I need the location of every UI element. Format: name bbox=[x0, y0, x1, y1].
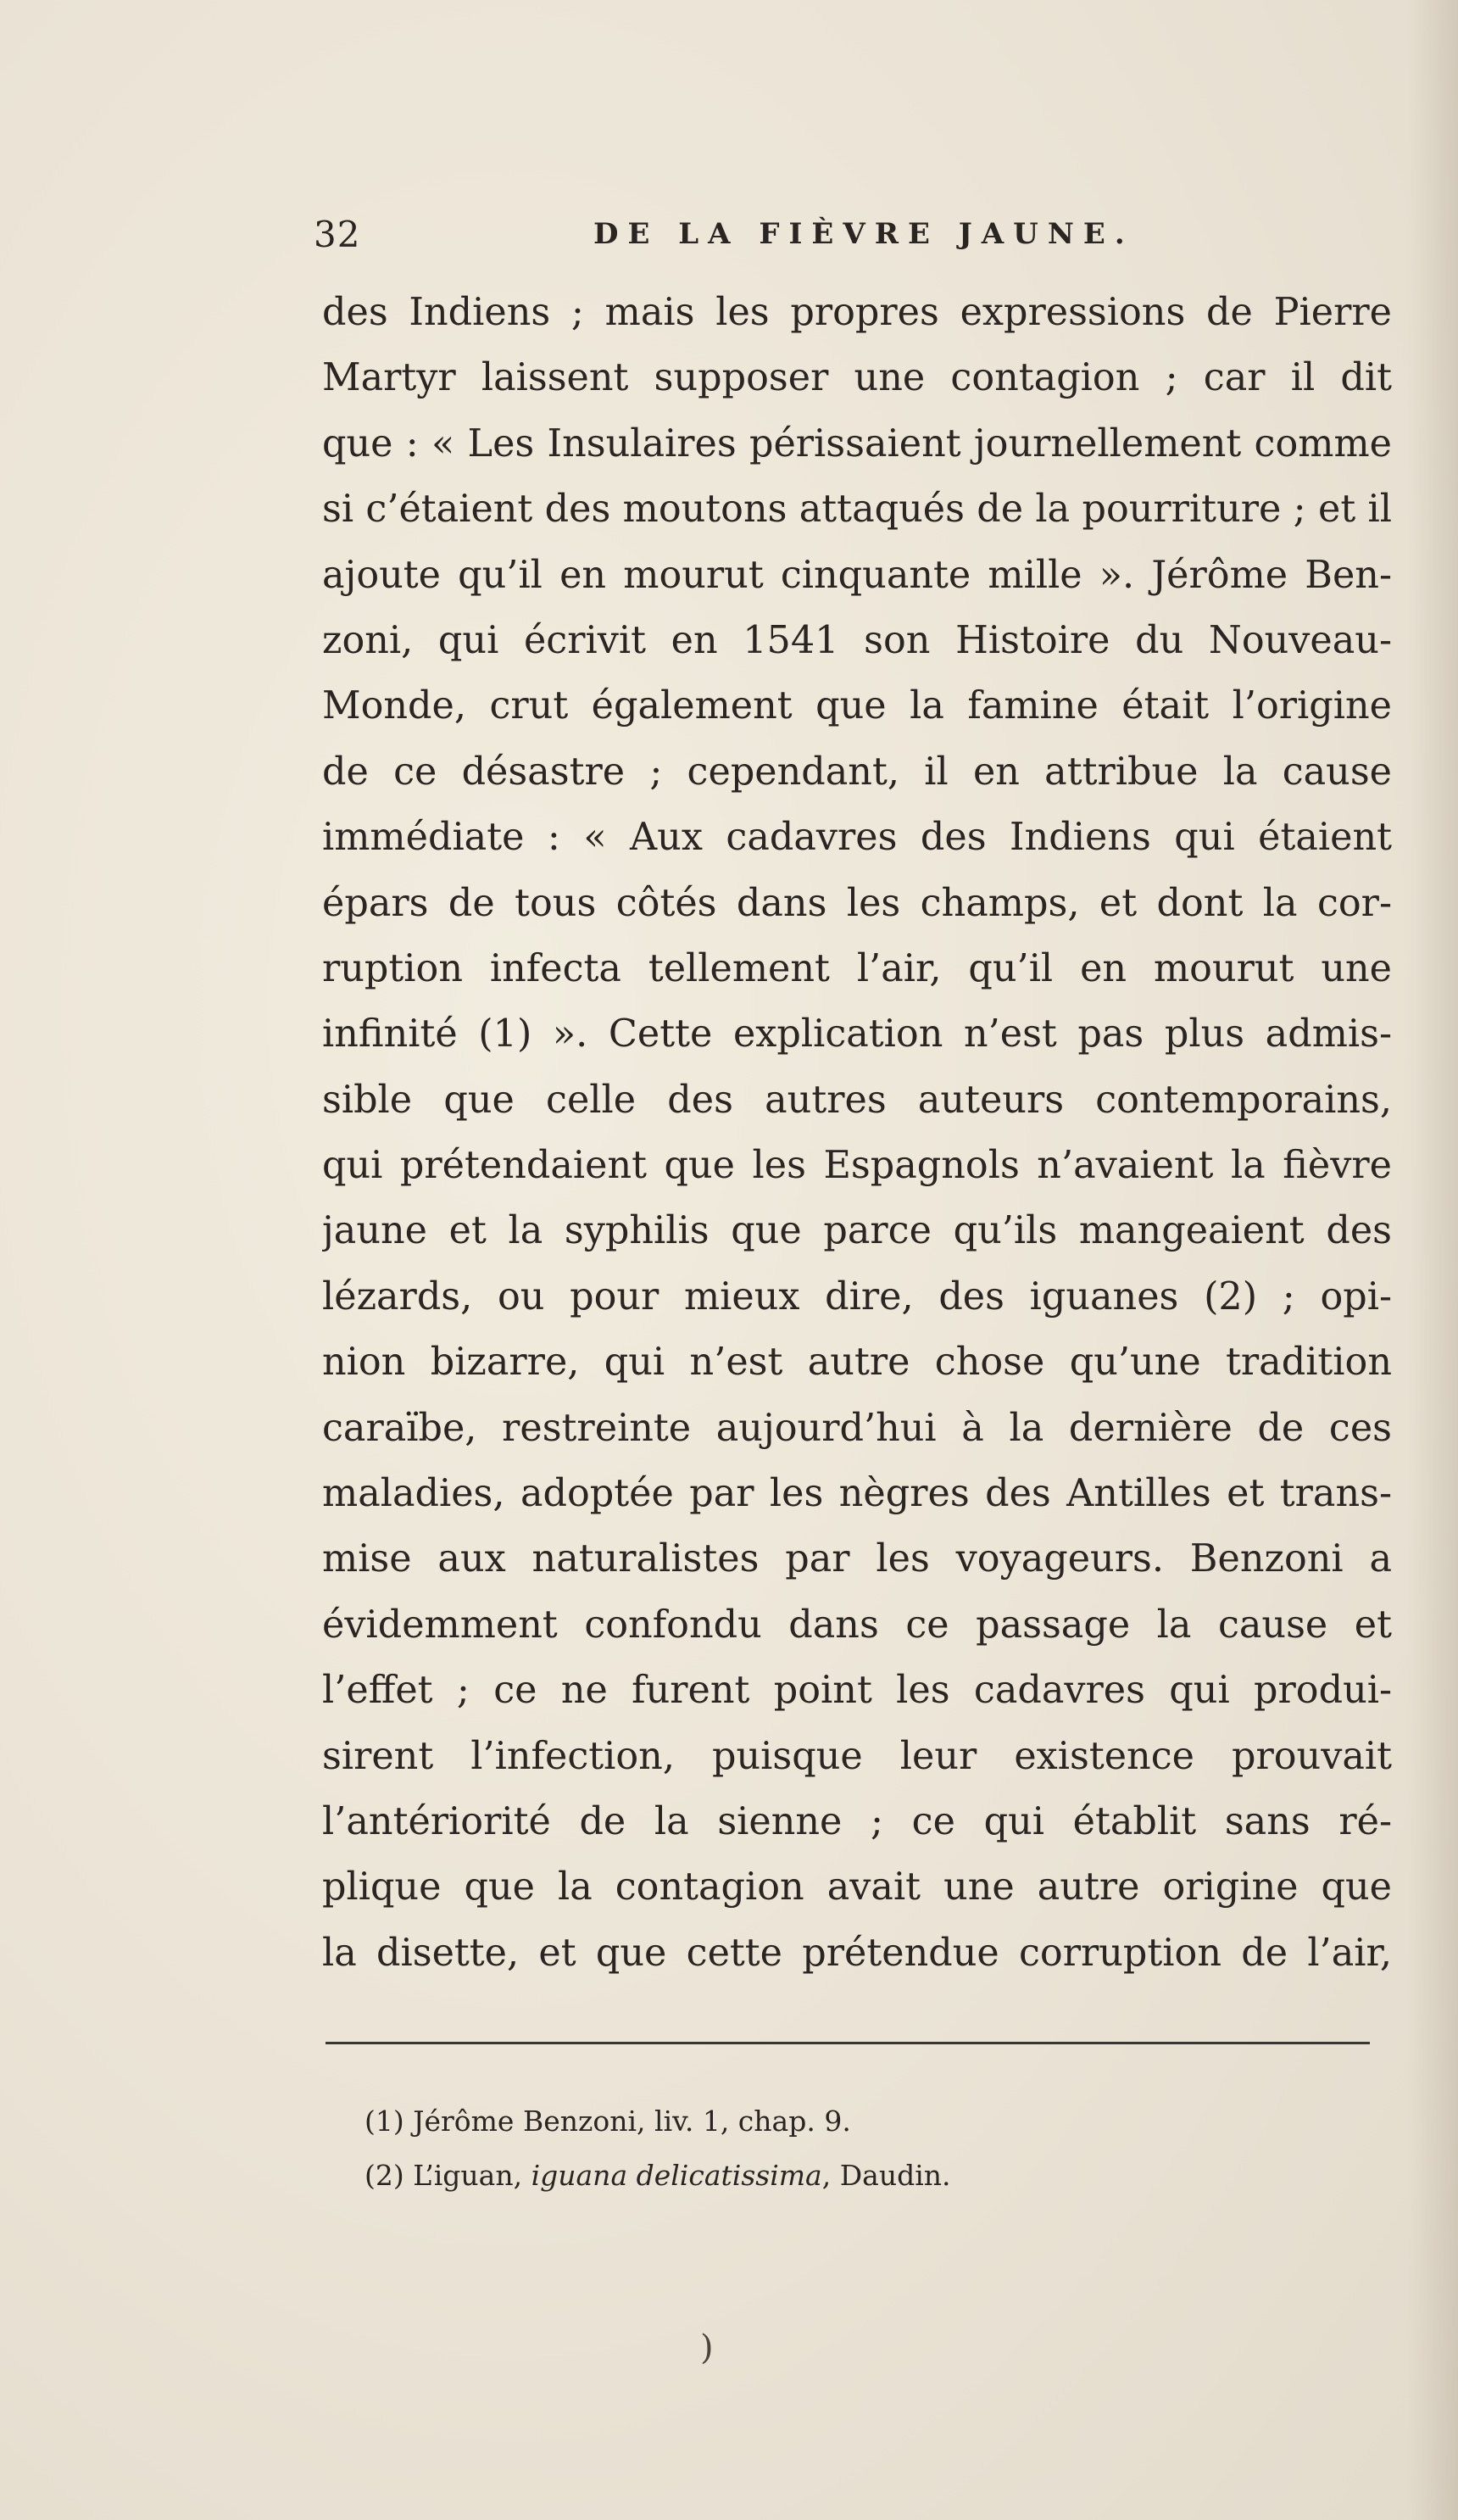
text-line: Monde, crut également que la famine était l’origine bbox=[322, 684, 1392, 728]
footnote-1: (1) Jérôme Benzoni, liv. 1, chap. 9. bbox=[364, 2105, 851, 2138]
text-line: que : « Les Insulaires périssaient journellement comme bbox=[322, 421, 1392, 466]
footnote-2-italic: iguana delicatissima bbox=[531, 2159, 822, 2192]
text-line: évidemment confondu dans ce passage la cause et bbox=[322, 1603, 1392, 1647]
text-line: des Indiens ; mais les propres expressions de Pierre bbox=[322, 291, 1392, 334]
footnote-2-suffix: , Daudin. bbox=[821, 2159, 951, 2192]
footnote-2-prefix: (2) L’iguan, bbox=[364, 2159, 531, 2192]
footnote-divider bbox=[326, 2042, 1370, 2044]
footnote-2 bbox=[364, 2149, 1382, 2203]
text-line: Martyr laissent supposer une contagion ; car il dit bbox=[322, 356, 1392, 400]
text-line: ajoute qu’il en mourut cinquante mille ». Jérôme Ben- bbox=[322, 553, 1392, 597]
text-line: zoni, qui écrivit en 1541 son Histoire du Nouveau- bbox=[322, 618, 1392, 662]
text-line: de ce désastre ; cependant, il en attribue la cause bbox=[322, 750, 1392, 794]
page-number: 32 bbox=[314, 214, 361, 255]
text-line: sible que celle des autres auteurs contemporains, bbox=[322, 1078, 1392, 1122]
text-line: la disette, et que cette prétendue corruption de l’air, bbox=[322, 1931, 1392, 1975]
text-line: si c’étaient des moutons attaqués de la pourriture ; et il bbox=[322, 488, 1392, 532]
text-line: mise aux naturalistes par les voyageurs. Benzoni a bbox=[322, 1537, 1392, 1581]
text-line: sirent l’infection, puisque leur existence prouvait bbox=[322, 1734, 1392, 1778]
text-line: plique que la contagion avait une autre origine que bbox=[322, 1865, 1392, 1910]
text-line: maladies, adoptée par les nègres des Antilles et trans- bbox=[322, 1472, 1392, 1516]
text-line: nion bizarre, qui n’est autre chose qu’une tradition bbox=[322, 1341, 1392, 1385]
text-line: infinité (1) ». Cette explication n’est pas plus admis- bbox=[322, 1012, 1392, 1057]
text-line: caraïbe, restreinte aujourd’hui à la dernière de ces bbox=[322, 1406, 1392, 1450]
text-line: qui prétendaient que les Espagnols n’avaient la fièvre bbox=[322, 1144, 1392, 1188]
text-line: ruption infecta tellement l’air, qu’il en mourut une bbox=[322, 946, 1392, 990]
page-header bbox=[314, 214, 1382, 265]
text-line: l’effet ; ce ne furent point les cadavres qui produi- bbox=[322, 1669, 1392, 1713]
page-edge-shadow bbox=[1407, 0, 1458, 2520]
body-text bbox=[322, 280, 1392, 1986]
text-line: immédiate : « Aux cadavres des Indiens qui étaient bbox=[322, 816, 1392, 860]
text-line: épars de tous côtés dans les champs, et dont la cor- bbox=[322, 881, 1392, 925]
text-line: l’antériorité de la sienne ; ce qui établit sans ré- bbox=[322, 1799, 1392, 1843]
text-line: lézards, ou pour mieux dire, des iguanes (2) ; opi- bbox=[322, 1274, 1392, 1319]
stray-ink-mark: ) bbox=[700, 2328, 714, 2367]
running-title: DE LA FIÈVRE JAUNE. bbox=[593, 217, 1134, 251]
text-line: jaune et la syphilis que parce qu’ils mangeaient des bbox=[322, 1209, 1392, 1253]
footnotes bbox=[364, 2094, 1382, 2203]
